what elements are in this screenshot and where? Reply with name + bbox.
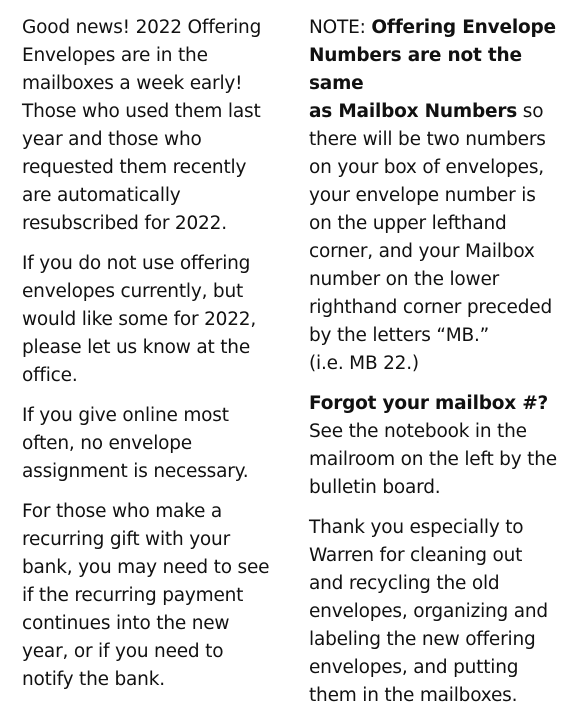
online-giving-paragraph (22, 402, 290, 486)
text-line: by the letters “MB.” (309, 325, 490, 346)
text-line: Envelopes are in the (22, 45, 208, 66)
text-line: on the upper lefthand (309, 213, 507, 234)
text-line: notify the bank. (22, 669, 165, 690)
text-line: envelopes currently, but (22, 281, 244, 302)
text-line: there will be two numbers (309, 129, 546, 150)
text-line: year, or if you need to (22, 641, 224, 662)
text-line: Thank you especially to (309, 517, 524, 538)
text-line: If you do not use offering (22, 253, 251, 274)
text-line: recurring gift with your (22, 529, 230, 550)
text-line: number on the lower (309, 269, 500, 290)
note-bold-text: Offering Envelope (371, 17, 556, 38)
right-column (309, 14, 564, 722)
text-line: Warren for cleaning out (309, 545, 523, 566)
text-line: corner, and your Mailbox (309, 241, 535, 262)
text-line: continues into the new (22, 613, 230, 634)
left-column (22, 14, 290, 706)
forgot-mailbox-paragraph (309, 390, 564, 502)
text-line: mailroom on the left by the (309, 449, 557, 470)
text-line: are automatically (22, 185, 181, 206)
text-line: For those who make a (22, 501, 223, 522)
text-line: your envelope number is (309, 185, 536, 206)
text-line: if the recurring payment (22, 585, 244, 606)
text-line: See the notebook in the (309, 421, 527, 442)
text-line: so (517, 101, 544, 122)
text-line: (i.e. MB 22.) (309, 353, 419, 374)
text-line: envelopes, and putting (309, 657, 519, 678)
text-line: often, no envelope (22, 433, 192, 454)
text-line: would like some for 2022, (22, 309, 257, 330)
text-line: year and those who (22, 129, 202, 150)
text-line: assignment is necessary. (22, 461, 249, 482)
forgot-mailbox-heading: Forgot your mailbox #? (309, 393, 549, 414)
text-line: please let us know at the (22, 337, 251, 358)
recurring-gift-paragraph (22, 498, 290, 694)
note-bold-text: Numbers are not the same (309, 45, 522, 94)
request-envelopes-paragraph (22, 250, 290, 390)
text-line: bank, you may need to see (22, 557, 270, 578)
text-line: righthand corner preceded (309, 297, 552, 318)
thank-you-paragraph (309, 514, 564, 710)
text-line: envelopes, organizing and (309, 601, 548, 622)
text-line: Good news! 2022 Offering (22, 17, 262, 38)
text-line: bulletin board. (309, 477, 441, 498)
envelope-number-note-paragraph (309, 14, 564, 378)
text-line: labeling the new offering (309, 629, 536, 650)
text-line: resubscribed for 2022. (22, 213, 227, 234)
envelopes-available-paragraph (22, 14, 290, 238)
text-line: them in the mailboxes. (309, 685, 518, 706)
note-bold-text: as Mailbox Numbers (309, 101, 518, 122)
text-line: office. (22, 365, 78, 386)
text-line: requested them recently (22, 157, 247, 178)
text-line: on your box of envelopes, (309, 157, 544, 178)
text-line: mailboxes a week early! (22, 73, 243, 94)
note-prefix: NOTE: (309, 17, 372, 38)
text-line: If you give online most (22, 405, 229, 426)
text-line: Those who used them last (22, 101, 261, 122)
text-line: and recycling the old (309, 573, 500, 594)
